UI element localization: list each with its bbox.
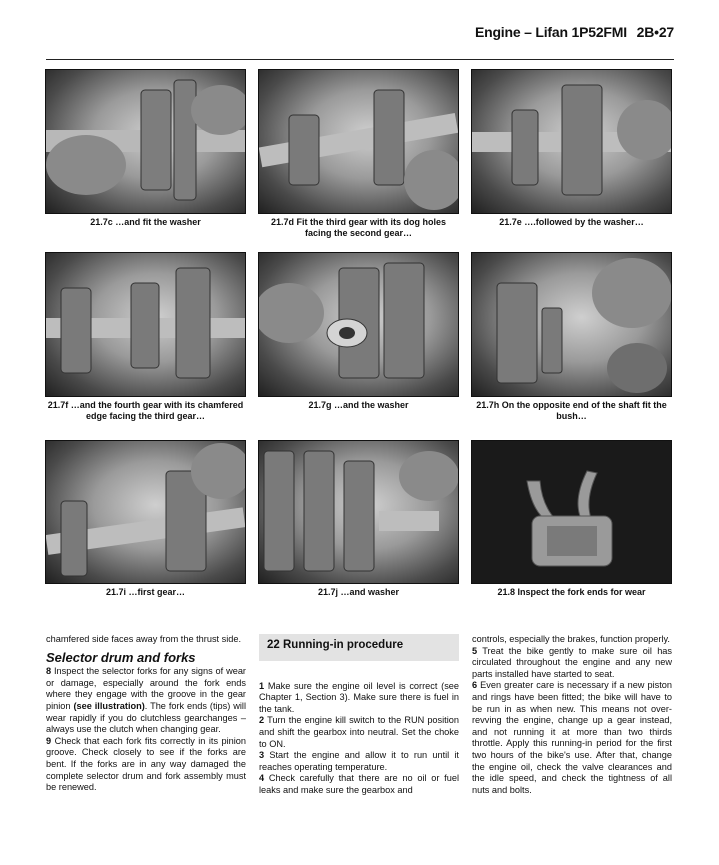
paragraph-8: 8 Inspect the selector forks for any signs of wear or damage, especially around the fork ends where they engage with the groove in the gear pinion (see illustration). The fork ends (tips) will wear rapidly if you do clutchless gearchanges – always use the clutch when changing gear. <box>46 666 246 735</box>
figure-caption: 21.7g …and the washer <box>308 400 409 410</box>
figure-21-7g <box>258 252 459 411</box>
header-rule <box>46 59 674 60</box>
photo-third-gear <box>258 69 459 214</box>
continued-text: controls, especially the brakes, function properly. <box>472 634 670 644</box>
figure-caption: 21.8 Inspect the fork ends for wear <box>497 587 646 597</box>
photo-selector-forks <box>471 440 672 584</box>
photo-bush <box>471 252 672 397</box>
paragraph-3: 3 Start the engine and allow it to run until it reaches operating temperature. <box>259 750 459 772</box>
running-header <box>0 24 674 40</box>
text-column-3 <box>472 634 672 796</box>
figure-21-7e <box>471 69 672 228</box>
figure-caption: 21.7j …and washer <box>317 587 400 597</box>
figure-caption: 21.7h On the opposite end of the shaft fit the bush… <box>476 400 667 421</box>
section-title-box: 22 Running-in procedure <box>259 634 459 661</box>
paragraph-1: 1 Make sure the engine oil level is correct (see Chapter 1, Section 3). Make sure there is fuel in the tank. <box>259 680 460 714</box>
figure-caption: 21.7f …and the fourth gear with its chamfered edge facing the third gear… <box>47 400 244 421</box>
figure-caption: 21.7i …first gear… <box>105 587 186 597</box>
paragraph-5: 5 Treat the bike gently to make sure oil has circulated throughout the engine and any new parts installed have started to seat. <box>472 645 673 679</box>
figure-21-7j <box>258 440 459 598</box>
figure-21-8 <box>471 440 672 598</box>
figure-21-7d <box>258 69 459 239</box>
section-heading: Selector drum and forks <box>46 649 196 665</box>
photo-washer <box>471 69 672 214</box>
photo-first-gear <box>45 440 246 584</box>
figure-21-7i <box>45 440 246 598</box>
page-number: 2B•27 <box>636 24 674 40</box>
figure-caption: 21.7e ….followed by the washer… <box>499 217 644 227</box>
text-column-2 <box>259 634 459 797</box>
figure-caption: 21.7c …and fit the washer <box>90 217 201 227</box>
intro-text: chamfered side faces away from the thrust side. <box>46 634 242 644</box>
figure-caption: 21.7d Fit the third gear with its dog holes facing the second gear… <box>270 217 447 238</box>
paragraph-4: 4 Check carefully that there are no oil or fuel leaks and make sure the gearbox and <box>259 773 459 795</box>
paragraph-9: 9 Check that each fork fits correctly in its pinion groove. Check closely to see if the forks are bent. If the forks are in any way damaged the complete selector drum and fork assembly must be renewed. <box>46 735 246 793</box>
paragraph-2: 2 Turn the engine kill switch to the RUN position and shift the gearbox into neutral. Set the choke to ON. <box>259 715 459 749</box>
photo-fourth-gear <box>45 252 246 397</box>
photo-gear-washer <box>258 440 459 584</box>
figure-21-7f <box>45 252 246 422</box>
photo-gear-shaft-washer <box>45 69 246 214</box>
text-column-1 <box>46 634 246 794</box>
figure-21-7h <box>471 252 672 422</box>
photo-washer-fit <box>258 252 459 397</box>
figure-21-7c <box>45 69 246 228</box>
header-title: Engine – Lifan 1P52FMI <box>474 24 627 40</box>
paragraph-6: 6 Even greater care is necessary if a new piston and rings have been fitted; the bike will have to be run in as when new. This means not over-revving the engine, change up a gear instead, and not running it at more than two thirds throttle. Apply this running-in period for the first two hours of the bike's use. After that, change the engine oil, check the valve clearances and the idle speed, and check the tightness of all nuts and bolts. <box>472 680 672 795</box>
